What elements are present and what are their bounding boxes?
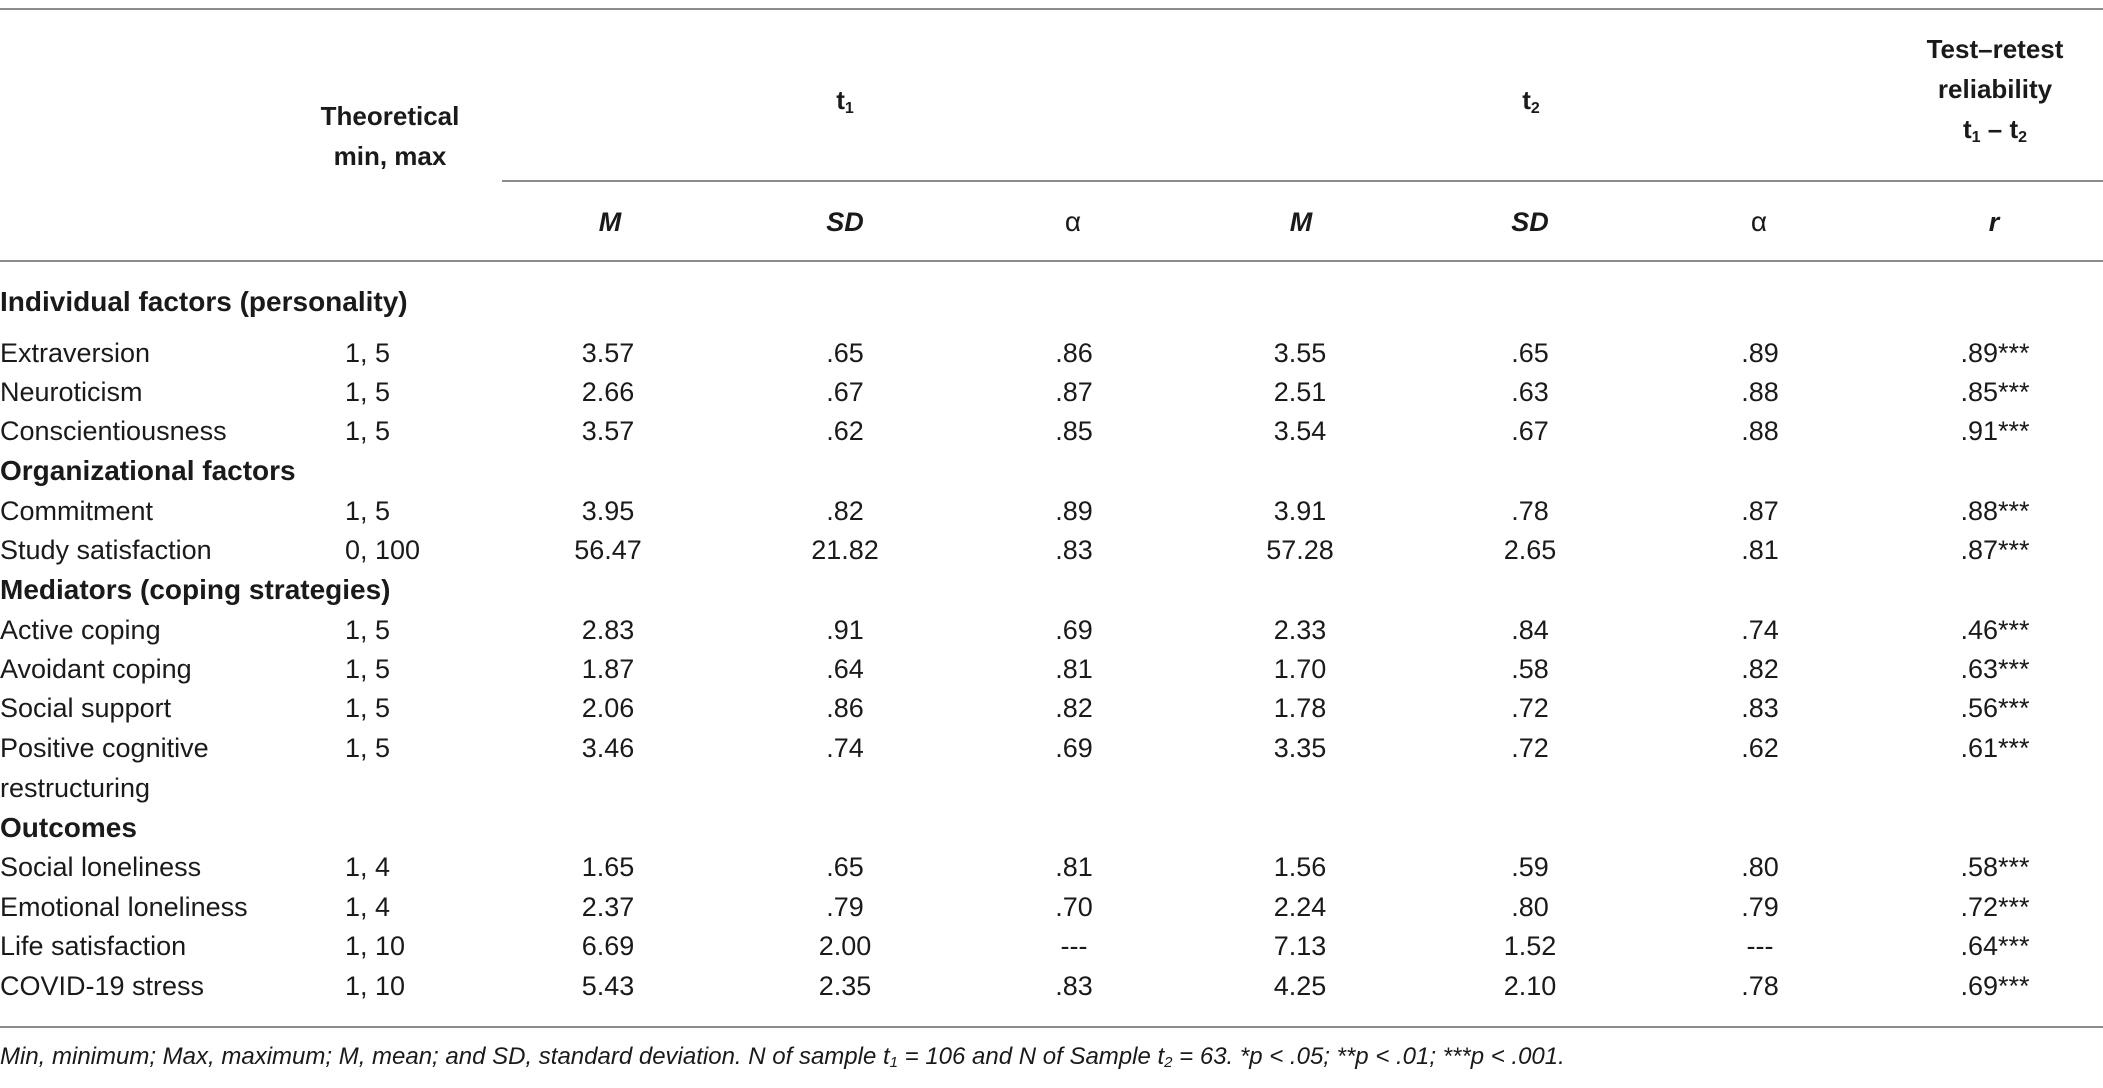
cell-a2: .79 (1741, 892, 1779, 922)
cell-r: .85*** (1960, 377, 2030, 407)
cell-sd2: .78 (1511, 496, 1549, 526)
cell-r: .69*** (1960, 971, 2030, 1001)
row-range: 1, 4 (345, 892, 391, 922)
cell-m1: 3.57 (581, 338, 635, 368)
cell-m1: 3.95 (581, 496, 635, 526)
header-retest-line1: Test–retest (1926, 34, 2064, 64)
table-row (0, 491, 2103, 531)
row-range: 1, 5 (345, 693, 391, 723)
cell-sd1: .82 (826, 496, 864, 526)
cell-sd1: .64 (826, 654, 864, 684)
table-row (0, 728, 2103, 808)
header-t1-main: t (836, 85, 845, 115)
row-range: 1, 10 (345, 971, 406, 1001)
table-row (0, 847, 2103, 887)
row-label: Commitment (0, 496, 154, 526)
row-label: Positive cognitive (0, 733, 209, 763)
cell-a2: .87 (1741, 496, 1779, 526)
row-label: Emotional loneliness (0, 892, 248, 922)
header-retest (1880, 29, 2103, 149)
table-row (0, 333, 2103, 373)
section-individual: Individual factors (personality) (0, 286, 408, 317)
row-label: Conscientiousness (0, 416, 227, 446)
cell-a1: .85 (1055, 416, 1093, 446)
subheader-m-t1: M (598, 207, 622, 237)
cell-r: .46*** (1960, 615, 2030, 645)
cell-sd2: 1.52 (1503, 931, 1557, 961)
cell-sd1: .74 (826, 733, 864, 763)
row-label: COVID-19 stress (0, 971, 205, 1001)
cell-a1: .69 (1055, 733, 1093, 763)
footnote-sub2: 2 (1164, 1054, 1173, 1071)
cell-sd1: .65 (826, 852, 864, 882)
cell-sd1: .86 (826, 693, 864, 723)
cell-a1: .86 (1055, 338, 1093, 368)
row-label: Avoidant coping (0, 654, 192, 684)
cell-a1: .82 (1055, 693, 1093, 723)
header-bottom-rule (0, 260, 2103, 262)
cell-a1: .83 (1055, 535, 1093, 565)
section-mediators: Mediators (coping strategies) (0, 574, 391, 605)
cell-m2: 3.55 (1273, 338, 1327, 368)
top-rule (0, 8, 2103, 10)
cell-m1: 2.37 (581, 892, 635, 922)
cell-a1: .81 (1055, 654, 1093, 684)
cell-sd2: .59 (1511, 852, 1549, 882)
cell-a1: --- (1060, 931, 1088, 961)
cell-a1: .89 (1055, 496, 1093, 526)
cell-r: .89*** (1960, 338, 2030, 368)
row-label: Life satisfaction (0, 931, 187, 961)
table-footnote (0, 1037, 1565, 1077)
header-retest-t1: t (1962, 114, 1972, 144)
cell-a2: .80 (1741, 852, 1779, 882)
table-row (0, 887, 2103, 927)
table-row (0, 372, 2103, 412)
cell-a2: .78 (1741, 971, 1779, 1001)
row-label: Social support (0, 693, 172, 723)
row-range: 1, 5 (345, 416, 391, 446)
footnote-part1: Min, minimum; Max, maximum; M, mean; and SD, standard deviation. N of sample t (0, 1043, 890, 1070)
cell-sd1: .67 (826, 377, 864, 407)
cell-a2: .88 (1741, 377, 1779, 407)
header-t1 (760, 80, 930, 120)
row-range: 1, 5 (345, 654, 391, 684)
cell-m2: 1.56 (1273, 852, 1327, 882)
cell-m2: 57.28 (1266, 535, 1334, 565)
row-range: 1, 5 (345, 377, 391, 407)
table-row (0, 649, 2103, 689)
cell-a2: .82 (1741, 654, 1779, 684)
cell-a1: .87 (1055, 377, 1093, 407)
cell-m2: 7.13 (1273, 931, 1327, 961)
cell-a1: .70 (1055, 892, 1093, 922)
cell-m1: 6.69 (581, 931, 635, 961)
cell-m1: 1.65 (581, 852, 635, 882)
subheader-r: r (1988, 207, 2000, 237)
cell-sd1: .79 (826, 892, 864, 922)
header-retest-t2: t (2009, 114, 2019, 144)
cell-r: .64*** (1960, 931, 2030, 961)
section-outcomes: Outcomes (0, 812, 137, 843)
footnote-sub1: 1 (889, 1054, 898, 1071)
cell-a1: .83 (1055, 971, 1093, 1001)
cell-a2: --- (1746, 931, 1774, 961)
header-t1-sub: 1 (844, 100, 854, 117)
cell-m1: 2.66 (581, 377, 635, 407)
cell-m1: 1.87 (581, 654, 635, 684)
cell-m2: 2.24 (1273, 892, 1327, 922)
header-mid-rule (502, 180, 2103, 182)
footnote-part2: = 106 and N of Sample t (897, 1043, 1165, 1070)
cell-sd2: 2.65 (1503, 535, 1557, 565)
cell-a2: .89 (1741, 338, 1779, 368)
cell-sd2: .63 (1511, 377, 1549, 407)
row-label: Neuroticism (0, 377, 143, 407)
row-range: 1, 4 (345, 852, 391, 882)
cell-r: .56*** (1960, 693, 2030, 723)
cell-m1: 3.57 (581, 416, 635, 446)
row-range: 1, 5 (345, 733, 391, 763)
cell-sd2: .84 (1511, 615, 1549, 645)
cell-m2: 3.91 (1273, 496, 1327, 526)
table-row (0, 411, 2103, 451)
cell-r: .58*** (1960, 852, 2030, 882)
table-row (0, 610, 2103, 650)
cell-a2: .74 (1741, 615, 1779, 645)
subheader-alpha-t2: α (1750, 206, 1768, 237)
cell-a2: .62 (1741, 733, 1779, 763)
header-t2-main: t (1522, 85, 1531, 115)
header-retest-line3 (1880, 109, 2103, 149)
header-retest-line2: reliability (1937, 74, 2053, 104)
cell-r: .88*** (1960, 496, 2030, 526)
cell-m2: 2.33 (1273, 615, 1327, 645)
cell-m1: 5.43 (581, 971, 635, 1001)
cell-sd2: .67 (1511, 416, 1549, 446)
table-row (0, 688, 2103, 728)
subheader-sd-t1: SD (826, 207, 864, 237)
cell-a2: .83 (1741, 693, 1779, 723)
cell-m2: 4.25 (1273, 971, 1327, 1001)
row-label: Active coping (0, 615, 161, 645)
header-theoretical-line1: Theoretical (320, 101, 460, 131)
table-row (0, 926, 2103, 966)
header-retest-t1-sub: 1 (1971, 129, 1981, 146)
cell-sd1: 21.82 (811, 535, 879, 565)
cell-m2: 1.70 (1273, 654, 1327, 684)
cell-r: .87*** (1960, 535, 2030, 565)
cell-sd1: 2.35 (818, 971, 872, 1001)
cell-m1: 2.06 (581, 693, 635, 723)
cell-r: .72*** (1960, 892, 2030, 922)
cell-sd2: .58 (1511, 654, 1549, 684)
row-label: Social loneliness (0, 852, 202, 882)
header-retest-t2-sub: 2 (2018, 129, 2028, 146)
cell-sd1: .65 (826, 338, 864, 368)
cell-r: .63*** (1960, 654, 2030, 684)
cell-sd2: .80 (1511, 892, 1549, 922)
cell-r: .61*** (1960, 733, 2030, 763)
cell-m1: 2.83 (581, 615, 635, 645)
cell-a2: .81 (1741, 535, 1779, 565)
header-retest-dash: – (1980, 114, 2010, 144)
cell-m1: 56.47 (574, 535, 642, 565)
header-t2 (1446, 80, 1616, 120)
cell-a2: .88 (1741, 416, 1779, 446)
footnote-part3: = 63. *p < .05; **p < .01; ***p < .001. (1172, 1043, 1565, 1070)
cell-sd2: .72 (1511, 693, 1549, 723)
row-label-continuation: restructuring (0, 773, 151, 803)
row-range: 0, 100 (345, 535, 421, 565)
table-row (0, 966, 2103, 1006)
header-t2-sub: 2 (1530, 100, 1540, 117)
row-range: 1, 5 (345, 338, 391, 368)
cell-sd2: .72 (1511, 733, 1549, 763)
row-label: Extraversion (0, 338, 151, 368)
row-range: 1, 5 (345, 496, 391, 526)
header-theoretical (290, 96, 490, 176)
row-range: 1, 5 (345, 615, 391, 645)
cell-m2: 1.78 (1273, 693, 1327, 723)
cell-r: .91*** (1960, 416, 2030, 446)
header-theoretical-line2: min, max (333, 141, 447, 171)
subheader-m-t2: M (1289, 207, 1313, 237)
cell-a1: .81 (1055, 852, 1093, 882)
cell-sd1: .91 (826, 615, 864, 645)
section-organizational: Organizational factors (0, 455, 296, 486)
subheader-alpha-t1: α (1064, 206, 1082, 237)
subheader-sd-t2: SD (1511, 207, 1549, 237)
table-row (0, 530, 2103, 570)
cell-m2: 3.35 (1273, 733, 1327, 763)
cell-a1: .69 (1055, 615, 1093, 645)
cell-sd1: 2.00 (818, 931, 872, 961)
cell-m2: 3.54 (1273, 416, 1327, 446)
cell-sd1: .62 (826, 416, 864, 446)
cell-m1: 3.46 (581, 733, 635, 763)
cell-sd2: .65 (1511, 338, 1549, 368)
cell-sd2: 2.10 (1503, 971, 1557, 1001)
row-range: 1, 10 (345, 931, 406, 961)
footer-rule (0, 1026, 2103, 1028)
row-label: Study satisfaction (0, 535, 212, 565)
cell-m2: 2.51 (1273, 377, 1327, 407)
